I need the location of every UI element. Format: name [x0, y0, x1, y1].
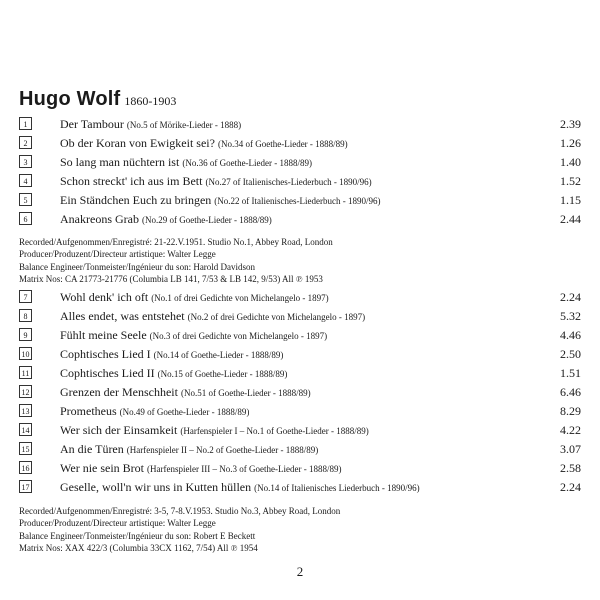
- track-title: [60, 212, 272, 227]
- track-row: [19, 117, 581, 133]
- track-info: (No.5 of Mörike-Lieder - 1888): [126, 120, 242, 130]
- composer-header: [19, 88, 176, 111]
- track-row: [19, 347, 581, 363]
- track-number-box: 8: [19, 309, 32, 322]
- track-duration: 6.46: [560, 385, 581, 399]
- credit-recorded: Recorded/Aufgenommen/Enregistré: 21-22.V.1951. Studio No.1, Abbey Road, London: [19, 237, 333, 247]
- track-row: [19, 404, 581, 420]
- track-info: (No.14 of Goethe-Lieder - 1888/89): [153, 350, 284, 360]
- track-title-text: Alles endet, was entstehet: [60, 309, 185, 323]
- track-title: [60, 155, 312, 170]
- page-number: 2: [296, 564, 304, 579]
- track-number-box: 10: [19, 347, 32, 360]
- track-number-box: 17: [19, 480, 32, 493]
- track-row: [19, 461, 581, 477]
- track-title: [60, 461, 341, 476]
- track-title: [60, 193, 381, 208]
- track-title-text: Ein Ständchen Euch zu bringen: [60, 193, 212, 207]
- track-row: [19, 174, 581, 190]
- track-title: [60, 174, 372, 189]
- track-title-text: Prometheus: [60, 404, 117, 418]
- track-number-box: 12: [19, 385, 32, 398]
- track-title: [60, 480, 420, 495]
- track-info: (No.36 of Goethe-Lieder - 1888/89): [182, 158, 313, 168]
- track-duration: 2.50: [560, 347, 581, 361]
- track-info: (Harfenspieler II – No.2 of Goethe-Lieder - 1888/89): [126, 445, 319, 455]
- track-info: (No.22 of Italienisches-Liederbuch - 1890/96): [214, 196, 381, 206]
- track-title: [60, 366, 287, 381]
- track-title-text: Geselle, woll'n wir uns in Kutten hüllen: [60, 480, 252, 494]
- track-info: (No.2 of drei Gedichte von Michelangelo - 1897): [187, 312, 366, 322]
- track-duration: 2.39: [560, 117, 581, 131]
- track-number-box: 14: [19, 423, 32, 436]
- track-info: (Harfenspieler III – No.3 of Goethe-Lieder - 1888/89): [147, 464, 342, 474]
- track-duration: 2.44: [560, 212, 581, 226]
- track-info: (No.49 of Goethe-Lieder - 1888/89): [119, 407, 250, 417]
- track-duration: 1.40: [560, 155, 581, 169]
- track-number-box: 5: [19, 193, 32, 206]
- track-number-box: 2: [19, 136, 32, 149]
- track-row: [19, 290, 581, 306]
- credit-matrix: Matrix Nos: XAX 422/3 (Columbia 33CX 1162, 7/54) All ℗ 1954: [19, 543, 258, 554]
- track-number-box: 16: [19, 461, 32, 474]
- track-title-text: Wohl denk' ich oft: [60, 290, 149, 304]
- credit-engineer: Balance Engineer/Tonmeister/Ingénieur du son: Harold Davidson: [19, 261, 256, 272]
- track-number-box: 15: [19, 442, 32, 455]
- track-duration: 1.51: [560, 366, 581, 380]
- credit-producer: Producer/Produzent/Directeur artistique: Walter Legge: [19, 249, 216, 260]
- track-title: [60, 328, 327, 343]
- track-duration: 3.07: [560, 442, 581, 456]
- track-duration: 5.32: [560, 309, 581, 323]
- track-row: [19, 193, 581, 209]
- track-number-box: 6: [19, 212, 32, 225]
- track-title-text: Cophtisches Lied II: [60, 366, 155, 380]
- track-info: (No.3 of drei Gedichte von Michelangelo - 1897): [149, 331, 328, 341]
- track-row: [19, 480, 581, 496]
- track-title-text: Grenzen der Menschheit: [60, 385, 178, 399]
- track-title-text: Der Tambour: [60, 117, 124, 131]
- track-duration: 2.58: [560, 461, 581, 475]
- track-duration: 1.15: [560, 193, 581, 207]
- track-title-text: Schon streckt' ich aus im Bett: [60, 174, 203, 188]
- recording-credits: [19, 505, 579, 555]
- track-title-text: Anakreons Grab: [60, 212, 139, 226]
- credit-recorded: Recorded/Aufgenommen/Enregistré: 3-5, 7-8.V.1953. Studio No.3, Abbey Road, London: [19, 506, 341, 516]
- track-row: [19, 423, 581, 439]
- track-title: [60, 117, 241, 132]
- track-row: [19, 155, 581, 171]
- track-number-box: 13: [19, 404, 32, 417]
- track-title: [60, 290, 329, 305]
- track-title-text: So lang man nüchtern ist: [60, 155, 180, 169]
- track-row: [19, 212, 581, 228]
- credit-producer: Producer/Produzent/Directeur artistique: Walter Legge: [19, 518, 216, 529]
- track-row: [19, 385, 581, 401]
- credit-engineer: Balance Engineer/Tonmeister/Ingénieur du son: Robert E Beckett: [19, 530, 256, 541]
- track-info: (No.34 of Goethe-Lieder - 1888/89): [217, 139, 348, 149]
- track-info: (No.51 of Goethe-Lieder - 1888/89): [180, 388, 311, 398]
- track-duration: 2.24: [560, 480, 581, 494]
- track-duration: 1.26: [560, 136, 581, 150]
- track-row: [19, 136, 581, 152]
- credit-matrix: Matrix Nos: CA 21773-21776 (Columbia LB 141, 7/53 & LB 142, 9/53) All ℗ 1953: [19, 274, 323, 285]
- track-duration: 2.24: [560, 290, 581, 304]
- track-number-box: 11: [19, 366, 32, 379]
- track-number-box: 4: [19, 174, 32, 187]
- track-row: [19, 309, 581, 325]
- track-title: [60, 423, 369, 438]
- track-number-box: 9: [19, 328, 32, 341]
- recording-credits: [19, 236, 579, 286]
- track-duration: 4.46: [560, 328, 581, 342]
- track-info: (No.15 of Goethe-Lieder - 1888/89): [157, 369, 288, 379]
- composer-name: Hugo Wolf: [19, 88, 121, 110]
- track-row: [19, 328, 581, 344]
- track-duration: 4.22: [560, 423, 581, 437]
- track-title-text: Wer sich der Einsamkeit: [60, 423, 178, 437]
- track-number-box: 3: [19, 155, 32, 168]
- track-info: (No.29 of Goethe-Lieder - 1888/89): [141, 215, 272, 225]
- track-title-text: Ob der Koran von Ewigkeit sei?: [60, 136, 215, 150]
- track-title: [60, 347, 283, 362]
- track-title-text: Fühlt meine Seele: [60, 328, 147, 342]
- track-title: [60, 385, 311, 400]
- track-info: (No.27 of Italienisches-Liederbuch - 1890/96): [205, 177, 372, 187]
- track-title-text: An die Türen: [60, 442, 124, 456]
- track-duration: 8.29: [560, 404, 581, 418]
- track-number-box: 1: [19, 117, 32, 130]
- track-number-box: 7: [19, 290, 32, 303]
- track-title-text: Wer nie sein Brot: [60, 461, 145, 475]
- track-duration: 1.52: [560, 174, 581, 188]
- track-title: [60, 136, 348, 151]
- track-title: [60, 442, 318, 457]
- track-row: [19, 442, 581, 458]
- track-title: [60, 309, 365, 324]
- track-info: (No.1 of drei Gedichte von Michelangelo - 1897): [151, 293, 329, 303]
- track-title-text: Cophtisches Lied I: [60, 347, 151, 361]
- track-info: (Harfenspieler I – No.1 of Goethe-Lieder - 1888/89): [180, 426, 369, 436]
- track-row: [19, 366, 581, 382]
- track-info: (No.14 of Italienisches Liederbuch - 1890/96): [254, 483, 420, 493]
- track-title: [60, 404, 249, 419]
- composer-dates: 1860-1903: [124, 94, 177, 108]
